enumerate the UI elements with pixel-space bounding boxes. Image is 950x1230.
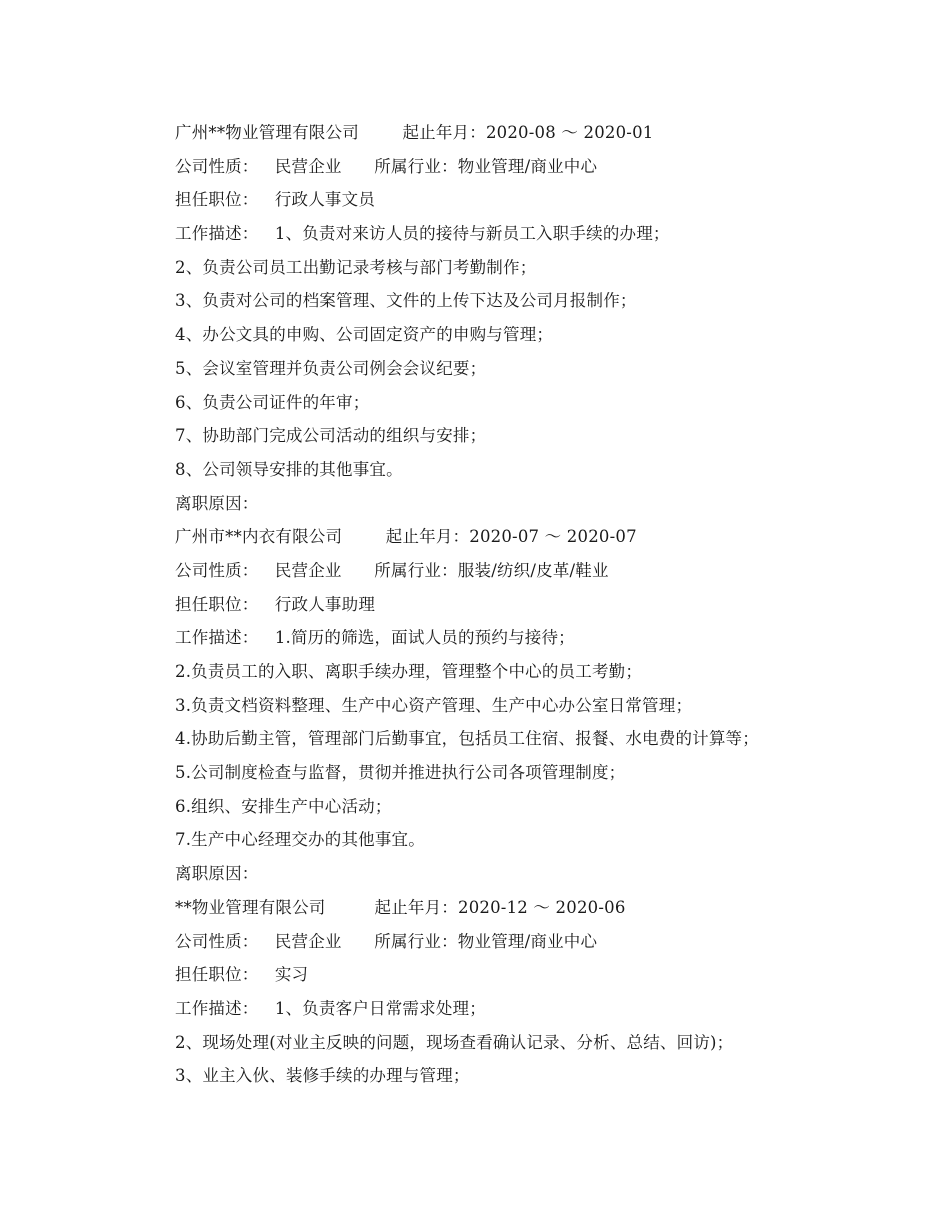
company-1-nature-industry: 公司性质： 民营企业 所属行业：物业管理/商业中心 [175,156,598,176]
company-2-duty-2: 2.负责员工的入职、离职手续办理，管理整个中心的员工考勤； [175,662,643,681]
company-3-position: 担任职位： 实习 [175,965,309,985]
company-2-duty-6: 6.组织、安排生产中心活动； [175,796,392,816]
company-2-nature-industry: 公司性质： 民营企业 所属行业：服装/纺织/皮革/鞋业 [175,560,609,580]
company-3-duty-2: 2、现场处理(对业主反映的问题，现场查看确认记录、分析、总结、回访)； [175,1032,734,1052]
company-1-duty-8: 8、公司领导安排的其他事宜。 [175,459,403,479]
company-2-duty-7: 7.生产中心经理交办的其他事宜。 [175,830,425,850]
document-body [175,116,875,1093]
company-1-duty-7: 7、协助部门完成公司活动的组织与安排； [175,426,487,446]
company-1-duty-5: 5、会议室管理并负责公司例会会议纪要； [175,358,487,378]
company-2-duty-5: 5.公司制度检查与监督，贯彻并推进执行公司各项管理制度； [175,763,626,783]
company-3-duty-3: 3、业主入伙、装修手续的办理与管理； [175,1066,470,1086]
company-1-duty-2: 2、负责公司员工出勤记录考核与部门考勤制作； [175,257,537,277]
company-3-description: 工作描述： 1、负责客户日常需求处理； [175,998,486,1018]
company-2-duty-4: 4.协助后勤主管，管理部门后勤事宜，包括员工住宿、报餐、水电费的计算等； [175,729,759,749]
company-1-duty-4: 4、办公文具的申购、公司固定资产的申购与管理； [175,325,554,345]
company-1-header: 广州**物业管理有限公司 起止年月：2020-08 ～ 2020-01 [175,123,654,142]
company-2-header: 广州市**内衣有限公司 起止年月：2020-07 ～ 2020-07 [175,527,637,547]
company-3-header: **物业管理有限公司 起止年月：2020-12 ～ 2020-06 [175,897,626,917]
company-1-duty-3: 3、负责对公司的档案管理、文件的上传下达及公司月报制作； [175,291,637,311]
company-2-description: 工作描述： 1.简历的筛选，面试人员的预约与接待； [175,628,575,648]
company-1-position: 担任职位： 行政人事文员 [175,190,376,210]
company-2-duty-3: 3.负责文档资料整理、生产中心资产管理、生产中心办公室日常管理； [175,695,693,715]
company-1-leave-reason: 离职原因： [175,493,259,513]
company-2-position: 担任职位： 行政人事助理 [175,594,376,614]
company-3-nature-industry: 公司性质： 民营企业 所属行业：物业管理/商业中心 [175,931,598,951]
company-1-description: 工作描述： 1、负责对来访人员的接待与新员工入职手续的办理； [175,224,670,244]
company-1-duty-6: 6、负责公司证件的年审； [175,392,370,412]
company-2-leave-reason: 离职原因： [175,864,259,884]
